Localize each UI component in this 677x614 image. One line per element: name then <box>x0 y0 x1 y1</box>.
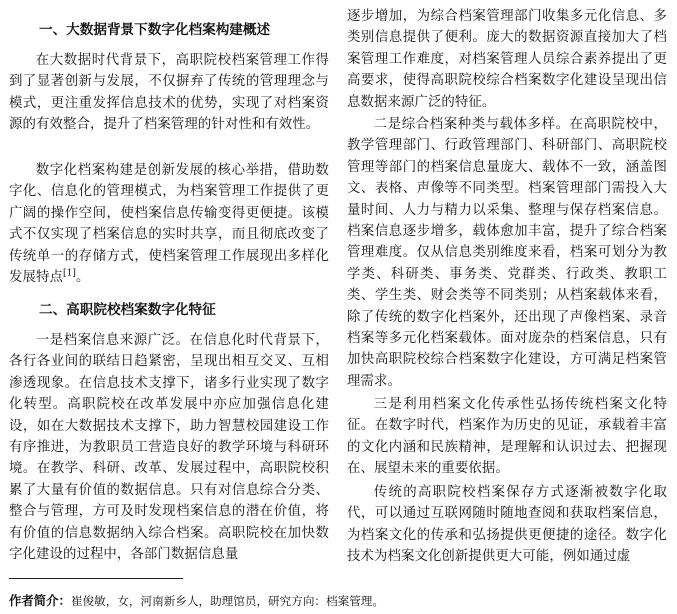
footnote-divider <box>9 578 183 579</box>
paragraph-overview-2-text: 数字化档案构建是创新发展的核心举措，借助数字化、信息化的管理模式，为档案管理工作提供了更广阔的操作空间，使档案信息传输变得更便捷。该模式不仅实现了档案信息的实时共享，而且彻底改变了传统单一的存储方式，使档案管理工作展现出多样化发展特点 <box>9 163 329 286</box>
citation-ref[interactable]: [1] <box>62 268 77 279</box>
author-footnote <box>9 593 384 609</box>
paragraph-overview-2 <box>9 160 329 288</box>
section-heading-overview: 一、大数据背景下数字化档案构建概述 <box>39 22 271 38</box>
paragraph-features-1: 一是档案信息来源广泛。在信息化时代背景下，各行各业间的联结日趋紧密，呈现出相互交叉、互相渗透现象。在信息技术支撑下，诸多行业实现了数字化转型。高职院校在改革发展中亦应加强信息化建设，如在大数据技术支撑下，助力智慧校园建设工作有序推进，为教职员工营造良好的教学环境与科研环境。在教学、科研、改革、发展过程中，高职院校积累了大量有价值的数据信息。只有对信息综合分类、整合与管理，方可及时发现档案信息的潜在价值，将有价值的信息数据纳入综合档案。高职院校在加快数字化建设的过程中，各部门数据信息量 <box>9 333 329 563</box>
paragraph-features-2: 二是综合档案种类与载体多样。在高职院校中，教学管理部门、行政管理部门、科研部门、高职院校管理等部门的档案信息量庞大、载体不一致，涵盖图文、表格、声像等不同类型。档案管理部门需投入大量时间、人力与精力以采集、整理与保存档案信息。档案信息逐步增多，载体愈加丰富，提升了综合档案管理难度。仅从信息类别维度来看，档案可划分为教学类、科研类、事务类、党群类、行政类、教职工类、学生类、财会类等不同类别；从档案载体来看，除了传统的数字化档案外，还出现了声像档案、录音档案等多元化档案载体。面对庞杂的档案信息，只有加快高职院校综合档案数字化建设，方可满足档案管理需求。 <box>347 117 667 389</box>
paragraph-features-1-continued: 逐步增加，为综合档案管理部门收集多元化信息、多类别信息提供了便利。庞大的数据资源直接加大了档案管理工作难度，对档案管理人员综合素养提出了更高要求，使得高职院校综合档案数字化建设呈现出信息数据来源广泛的特征。 <box>347 9 667 110</box>
paragraph-overview-1: 在大数据时代背景下，高职院校档案管理工作得到了显著创新与发展，不仅摒弃了传统的管理理念与模式，更注重发挥信息技术的优势，实现了对档案资源的有效整合，提升了档案管理的针对性和有效性。 <box>9 53 329 133</box>
section-heading-features: 二、高职院校档案数字化特征 <box>39 302 216 318</box>
paragraph-overview-2-end: 。 <box>76 270 90 286</box>
paragraph-features-4: 传统的高职院校档案保存方式逐渐被数字化取代，可以通过互联网随时随地查阅和获取档案信息，为档案文化的传承和弘扬提供更便捷的途径。数字化技术为档案文化创新提供更大可能，例如通过虚 <box>347 485 667 565</box>
footnote-text: 崔俊敏，女，河南新乡人，助理馆员，研究方向：档案管理。 <box>70 594 384 608</box>
footnote-label: 作者简介： <box>9 593 71 608</box>
paragraph-features-3: 三是利用档案文化传承性弘扬传统档案文化特征。在数字时代，档案作为历史的见证，承载着丰富的文化内涵和民族精神，是理解和认识过去、把握现在、展望未来的重要依据。 <box>347 397 667 477</box>
